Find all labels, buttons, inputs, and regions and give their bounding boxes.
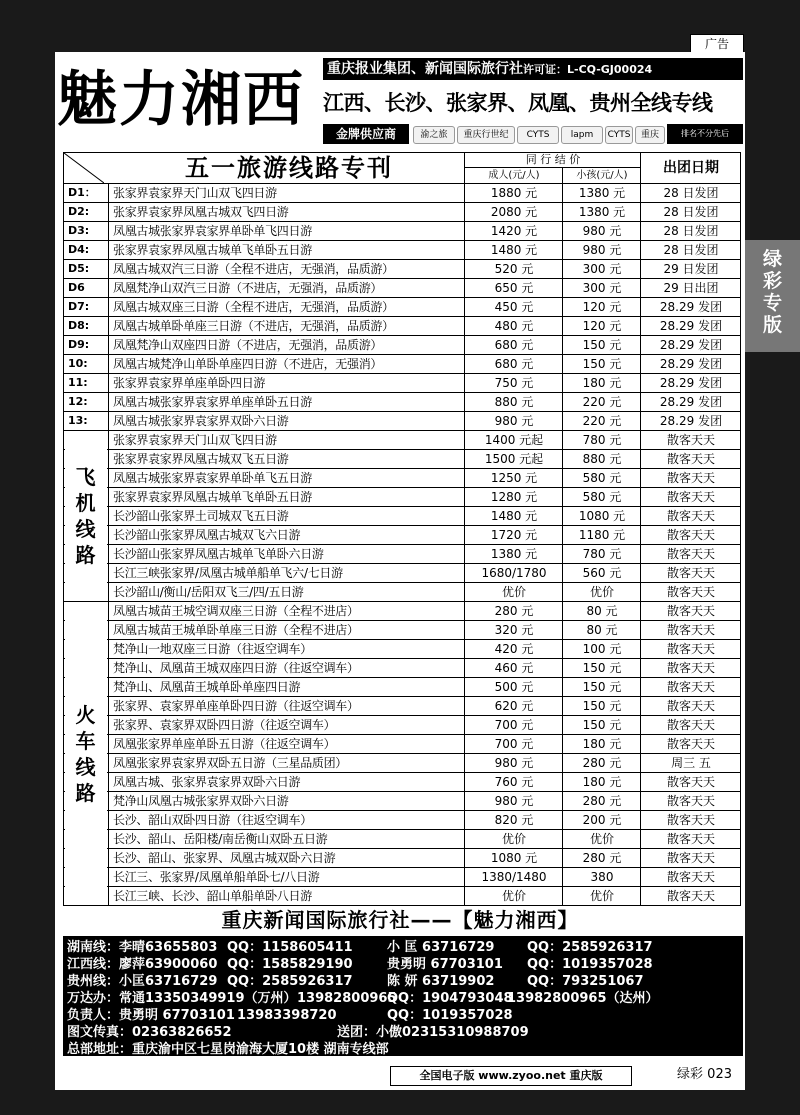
adult-price: 980 元 bbox=[464, 792, 563, 810]
table-row bbox=[63, 317, 741, 336]
contact-field: QQ：1019357028 bbox=[527, 957, 653, 972]
adult-price: 320 元 bbox=[464, 621, 563, 639]
partner-logo: 重庆行世纪 bbox=[457, 126, 515, 144]
route-name: 梵净山凤凰古城张家界双卧六日游 bbox=[108, 792, 464, 810]
departure-date: 28 日发团 bbox=[640, 184, 741, 202]
departure-date: 散客天天 bbox=[640, 792, 741, 810]
route-name: 张家界袁家界天门山双飞四日游 bbox=[108, 184, 464, 202]
adult-price: 1680/1780 bbox=[464, 564, 563, 582]
table-row bbox=[63, 336, 741, 355]
bottom-bar bbox=[390, 1066, 740, 1086]
contact-field: 陈 妍 63719902 bbox=[387, 974, 495, 989]
routes-headline: 江西、长沙、张家界、凤凰、贵州全线专线 bbox=[323, 91, 713, 115]
route-name: 凤凰古城张家界袁家界双卧六日游 bbox=[108, 412, 464, 430]
departure-date: 散客天天 bbox=[640, 887, 741, 905]
table-row bbox=[63, 545, 741, 564]
adult-price: 700 元 bbox=[464, 735, 563, 753]
table-row bbox=[63, 583, 741, 602]
child-price: 150 元 bbox=[562, 678, 641, 696]
section-label-char: 飞 bbox=[75, 465, 96, 489]
table-row bbox=[63, 868, 741, 887]
departure-date: 28 日发团 bbox=[640, 222, 741, 240]
contact-field: QQ：793251067 bbox=[527, 974, 644, 989]
table-row bbox=[63, 849, 741, 868]
child-price: 150 元 bbox=[562, 697, 641, 715]
contact-field: 贵勇明 67703101 bbox=[387, 957, 503, 972]
contact-field: QQ：2585926317 bbox=[527, 940, 653, 955]
route-id: D1： bbox=[68, 186, 96, 199]
publisher-line bbox=[323, 58, 743, 80]
table-row bbox=[63, 526, 741, 545]
route-name: 张家界袁家界凤凰古城双飞五日游 bbox=[108, 450, 464, 468]
footer bbox=[55, 906, 745, 1090]
child-price: 300 元 bbox=[562, 260, 641, 278]
side-tab bbox=[745, 240, 800, 352]
child-price: 80 元 bbox=[562, 621, 641, 639]
table-row bbox=[63, 184, 741, 203]
adult-price: 1380 元 bbox=[464, 545, 563, 563]
route-name: 凤凰古城张家界袁家界单座单卧五日游 bbox=[108, 393, 464, 411]
departure-date: 散客天天 bbox=[640, 583, 741, 601]
contact-field: 江西线：廖萍63900060 bbox=[67, 957, 218, 972]
gold-supplier-badge: 金牌供应商 bbox=[323, 124, 409, 144]
rank-note: 排名不分先后 bbox=[667, 124, 743, 144]
departure-date: 28.29 发团 bbox=[640, 298, 741, 316]
contact-field: 送团：小傲02315310988709 bbox=[337, 1025, 529, 1040]
route-name: 凤凰古城梵净山单卧单座四日游（不进店，无强消） bbox=[108, 355, 464, 373]
table-row bbox=[63, 298, 741, 317]
route-name: 长沙韶山张家界凤凰古城单飞单卧六日游 bbox=[108, 545, 464, 563]
route-id: D9: bbox=[68, 338, 90, 351]
departure-date: 散客天天 bbox=[640, 545, 741, 563]
brand-title: 魅力湘西 bbox=[57, 65, 305, 135]
publisher-name: 重庆报业集团、新闻国际旅行社 bbox=[327, 61, 523, 77]
table-row bbox=[63, 431, 741, 450]
contact-block bbox=[63, 936, 743, 1056]
contact-field: 总部地址：重庆渝中区七星岗渝海大厦10楼 湖南专线部 bbox=[67, 1042, 389, 1057]
child-price-header: 小孩(元/人) bbox=[562, 167, 641, 184]
adult-price: 优价 bbox=[464, 830, 563, 848]
adult-price: 480 元 bbox=[464, 317, 563, 335]
departure-date: 散客天天 bbox=[640, 773, 741, 791]
table-row bbox=[63, 621, 741, 640]
route-name: 凤凰梵净山双座四日游（不进店，无强消，品质游） bbox=[108, 336, 464, 354]
child-price: 220 元 bbox=[562, 393, 641, 411]
table-title: 五一旅游线路专刊 bbox=[185, 154, 393, 182]
adult-price: 1250 元 bbox=[464, 469, 563, 487]
route-name: 凤凰古城双汽三日游（全程不进店，无强消，品质游） bbox=[108, 260, 464, 278]
adult-price: 2080 元 bbox=[464, 203, 563, 221]
adult-price: 1500 元起 bbox=[464, 450, 563, 468]
route-name: 长江三峡张家界/凤凰古城单船单飞六/七日游 bbox=[108, 564, 464, 582]
departure-date: 散客天天 bbox=[640, 507, 741, 525]
departure-date: 28.29 发团 bbox=[640, 355, 741, 373]
adult-price: 620 元 bbox=[464, 697, 563, 715]
departure-date-header: 出团日期 bbox=[640, 153, 741, 183]
child-price: 120 元 bbox=[562, 298, 641, 316]
departure-date: 散客天天 bbox=[640, 488, 741, 506]
table-row bbox=[63, 811, 741, 830]
departure-date: 散客天天 bbox=[640, 811, 741, 829]
table-row bbox=[63, 469, 741, 488]
table-row bbox=[63, 393, 741, 412]
child-price: 180 元 bbox=[562, 735, 641, 753]
partner-logo: lapm bbox=[561, 126, 603, 144]
route-name: 长沙、韶山双卧四日游（往返空调车） bbox=[108, 811, 464, 829]
child-price: 280 元 bbox=[562, 849, 641, 867]
adult-price: 880 元 bbox=[464, 393, 563, 411]
adult-price: 520 元 bbox=[464, 260, 563, 278]
adult-price: 1080 元 bbox=[464, 849, 563, 867]
adult-price: 420 元 bbox=[464, 640, 563, 658]
route-name: 长沙韶山张家界土司城双飞五日游 bbox=[108, 507, 464, 525]
table-row bbox=[63, 659, 741, 678]
table-row bbox=[63, 488, 741, 507]
side-tab-char: 专 bbox=[762, 292, 782, 314]
child-price: 150 元 bbox=[562, 659, 641, 677]
departure-date: 散客天天 bbox=[640, 659, 741, 677]
adult-price: 980 元 bbox=[464, 754, 563, 772]
route-id: D7: bbox=[68, 300, 90, 313]
side-tab-char: 版 bbox=[762, 314, 782, 336]
departure-date: 28 日发团 bbox=[640, 241, 741, 259]
child-price: 180 元 bbox=[562, 773, 641, 791]
table-row bbox=[63, 279, 741, 298]
departure-date: 散客天天 bbox=[640, 868, 741, 886]
adult-price: 450 元 bbox=[464, 298, 563, 316]
contact-field: QQ：2585926317 bbox=[227, 974, 353, 989]
table-row bbox=[63, 830, 741, 849]
adult-price: 1720 元 bbox=[464, 526, 563, 544]
adult-price: 1380/1480 bbox=[464, 868, 563, 886]
route-name: 张家界、袁家界单座单卧四日游（往返空调车） bbox=[108, 697, 464, 715]
contact-field: QQ：1019357028 bbox=[387, 1008, 513, 1023]
route-name: 凤凰梵净山双汽三日游（不进店，无强消，品质游） bbox=[108, 279, 464, 297]
route-name: 凤凰古城单卧单座三日游（不进店，无强消，品质游） bbox=[108, 317, 464, 335]
route-id: 11: bbox=[68, 376, 88, 389]
price-group-header: 同 行 结 价 bbox=[464, 153, 641, 167]
route-id: 13: bbox=[68, 414, 88, 427]
child-price: 300 元 bbox=[562, 279, 641, 297]
child-price: 200 元 bbox=[562, 811, 641, 829]
route-name: 凤凰古城张家界袁家界单卧单飞四日游 bbox=[108, 222, 464, 240]
adult-price: 750 元 bbox=[464, 374, 563, 392]
section-label-char: 路 bbox=[75, 543, 96, 567]
adult-price: 500 元 bbox=[464, 678, 563, 696]
route-name: 凤凰张家界袁家界双卧五日游（三星品质团） bbox=[108, 754, 464, 772]
contact-field: 图文传真：02363826652 bbox=[67, 1025, 232, 1040]
ad-tag: 广告 bbox=[690, 34, 744, 54]
departure-date: 散客天天 bbox=[640, 602, 741, 620]
route-name: 张家界袁家界凤凰古城单飞单卧五日游 bbox=[108, 488, 464, 506]
departure-date: 28.29 发团 bbox=[640, 317, 741, 335]
route-name: 凤凰古城张家界袁家界单卧单飞五日游 bbox=[108, 469, 464, 487]
contact-field: 湖南线：李晴63655803 bbox=[67, 940, 218, 955]
child-price: 80 元 bbox=[562, 602, 641, 620]
table-row bbox=[63, 374, 741, 393]
table-row bbox=[63, 241, 741, 260]
child-price: 1380 元 bbox=[562, 203, 641, 221]
contact-field: 贵州线：小匡63716729 bbox=[67, 974, 218, 989]
adult-price: 680 元 bbox=[464, 355, 563, 373]
child-price: 1080 元 bbox=[562, 507, 641, 525]
route-name: 长江三峡、长沙、韶山单船单卧八日游 bbox=[108, 887, 464, 905]
partner-logo: CYTS bbox=[517, 126, 559, 144]
contact-field: 13983398720 bbox=[237, 1008, 337, 1023]
adult-price: 760 元 bbox=[464, 773, 563, 791]
departure-date: 散客天天 bbox=[640, 469, 741, 487]
table-row bbox=[63, 754, 741, 773]
contact-field: 13982800965 bbox=[297, 991, 397, 1006]
departure-date: 散客天天 bbox=[640, 431, 741, 449]
child-price: 1180 元 bbox=[562, 526, 641, 544]
child-price: 1380 元 bbox=[562, 184, 641, 202]
adult-price: 1480 元 bbox=[464, 241, 563, 259]
table-row bbox=[63, 640, 741, 659]
child-price: 150 元 bbox=[562, 336, 641, 354]
departure-date: 散客天天 bbox=[640, 526, 741, 544]
route-name: 梵净山、凤凰苗王城双座四日游（往返空调车） bbox=[108, 659, 464, 677]
departure-date: 散客天天 bbox=[640, 678, 741, 696]
ad-page bbox=[55, 52, 745, 1090]
table-row bbox=[63, 355, 741, 374]
table-row bbox=[63, 792, 741, 811]
table-row bbox=[63, 507, 741, 526]
child-price: 优价 bbox=[562, 583, 641, 601]
adult-price: 1400 元起 bbox=[464, 431, 563, 449]
table-row bbox=[63, 450, 741, 469]
header bbox=[55, 52, 745, 148]
route-id: D6 bbox=[68, 281, 85, 294]
page-number: 绿彩 023 bbox=[677, 1067, 732, 1082]
adult-price: 650 元 bbox=[464, 279, 563, 297]
child-price: 120 元 bbox=[562, 317, 641, 335]
child-price: 280 元 bbox=[562, 792, 641, 810]
route-name: 长沙韶山/衡山/岳阳双飞三/四/五日游 bbox=[108, 583, 464, 601]
partner-logo: CYTS bbox=[605, 126, 633, 144]
contact-field: QQ：1904793048 bbox=[387, 991, 513, 1006]
child-price: 150 元 bbox=[562, 716, 641, 734]
route-id: 10: bbox=[68, 357, 88, 370]
route-name: 张家界袁家界单座单卧四日游 bbox=[108, 374, 464, 392]
route-name: 凤凰古城苗王城单卧单座三日游（全程不进店） bbox=[108, 621, 464, 639]
table-row bbox=[63, 887, 741, 906]
route-name: 长江三、张家界/凤凰单船单卧七/八日游 bbox=[108, 868, 464, 886]
contact-field: 负责人：贵勇明 67703101 bbox=[67, 1008, 235, 1023]
route-name: 凤凰古城苗王城空调双座三日游（全程不进店） bbox=[108, 602, 464, 620]
departure-date: 散客天天 bbox=[640, 450, 741, 468]
child-price: 380 bbox=[562, 868, 641, 886]
section-label-char: 机 bbox=[75, 491, 96, 515]
table-row bbox=[63, 412, 741, 431]
adult-price: 820 元 bbox=[464, 811, 563, 829]
route-name: 长沙、韶山、岳阳楼/南岳衡山双卧五日游 bbox=[108, 830, 464, 848]
contact-field: 万达办：常通13350349919（万州） bbox=[67, 991, 297, 1006]
epaper-label: 全国电子版 www.zyoo.net 重庆版 bbox=[390, 1066, 632, 1086]
adult-price: 280 元 bbox=[464, 602, 563, 620]
adult-price-header: 成人(元/人) bbox=[464, 167, 563, 184]
route-id: D2: bbox=[68, 205, 90, 218]
child-price: 580 元 bbox=[562, 488, 641, 506]
departure-date: 28.29 发团 bbox=[640, 393, 741, 411]
child-price: 560 元 bbox=[562, 564, 641, 582]
table-header bbox=[63, 152, 741, 184]
adult-price: 700 元 bbox=[464, 716, 563, 734]
route-id: D5: bbox=[68, 262, 90, 275]
adult-price: 优价 bbox=[464, 583, 563, 601]
departure-date: 散客天天 bbox=[640, 621, 741, 639]
child-price: 580 元 bbox=[562, 469, 641, 487]
side-tab-char: 彩 bbox=[762, 270, 782, 292]
side-tab-char: 绿 bbox=[762, 248, 782, 270]
adult-price: 1420 元 bbox=[464, 222, 563, 240]
departure-date: 散客天天 bbox=[640, 735, 741, 753]
contact-field: 小 匡 63716729 bbox=[387, 940, 495, 955]
route-table bbox=[63, 152, 741, 905]
table-row bbox=[63, 735, 741, 754]
table-row bbox=[63, 564, 741, 583]
header-diagonal bbox=[64, 153, 104, 183]
departure-date: 28.29 发团 bbox=[640, 412, 741, 430]
child-price: 220 元 bbox=[562, 412, 641, 430]
supplier-strip bbox=[323, 124, 743, 144]
child-price: 100 元 bbox=[562, 640, 641, 658]
child-price: 优价 bbox=[562, 887, 641, 905]
route-id: D3: bbox=[68, 224, 90, 237]
route-name: 梵净山一地双座三日游（往返空调车） bbox=[108, 640, 464, 658]
departure-date: 散客天天 bbox=[640, 849, 741, 867]
departure-date: 29 日出团 bbox=[640, 279, 741, 297]
child-price: 780 元 bbox=[562, 431, 641, 449]
table-row bbox=[63, 602, 741, 621]
departure-date: 散客天天 bbox=[640, 640, 741, 658]
adult-price: 1280 元 bbox=[464, 488, 563, 506]
section-label-char: 线 bbox=[75, 754, 96, 779]
route-name: 张家界袁家界天门山双飞四日游 bbox=[108, 431, 464, 449]
table-row bbox=[63, 222, 741, 241]
child-price: 180 元 bbox=[562, 374, 641, 392]
child-price: 780 元 bbox=[562, 545, 641, 563]
route-name: 凤凰张家界单座单卧五日游（往返空调车） bbox=[108, 735, 464, 753]
section-train-label bbox=[65, 602, 107, 905]
departure-date: 28.29 发团 bbox=[640, 336, 741, 354]
route-name: 长沙、韶山、张家界、凤凰古城双卧六日游 bbox=[108, 849, 464, 867]
child-price: 880 元 bbox=[562, 450, 641, 468]
route-id: 12: bbox=[68, 395, 88, 408]
section-label-char: 火 bbox=[75, 702, 96, 727]
child-price: 280 元 bbox=[562, 754, 641, 772]
contact-field: QQ：1585829190 bbox=[227, 957, 353, 972]
child-price: 980 元 bbox=[562, 241, 641, 259]
departure-date: 散客天天 bbox=[640, 697, 741, 715]
contact-field: 13982800965（达州） bbox=[507, 991, 659, 1006]
departure-date: 28 日发团 bbox=[640, 203, 741, 221]
adult-price: 1480 元 bbox=[464, 507, 563, 525]
section-label-char: 路 bbox=[75, 780, 96, 805]
departure-date: 散客天天 bbox=[640, 830, 741, 848]
license-number: 许可证：L-CQ-GJ00024 bbox=[523, 63, 653, 76]
table-row bbox=[63, 203, 741, 222]
partner-logo: 渝之旅 bbox=[413, 126, 455, 144]
route-name: 张家界袁家界凤凰古城单飞单卧五日游 bbox=[108, 241, 464, 259]
route-name: 张家界、袁家界双卧四日游（往返空调车） bbox=[108, 716, 464, 734]
table-row bbox=[63, 678, 741, 697]
departure-date: 散客天天 bbox=[640, 716, 741, 734]
contact-field: QQ：1158605411 bbox=[227, 940, 353, 955]
adult-price: 980 元 bbox=[464, 412, 563, 430]
section-label-char: 线 bbox=[75, 517, 96, 541]
adult-price: 优价 bbox=[464, 887, 563, 905]
child-price: 150 元 bbox=[562, 355, 641, 373]
child-price: 优价 bbox=[562, 830, 641, 848]
table-row bbox=[63, 773, 741, 792]
route-id: D8: bbox=[68, 319, 90, 332]
partner-logo: 重庆 bbox=[635, 126, 665, 144]
route-name: 张家界袁家界凤凰古城双飞四日游 bbox=[108, 203, 464, 221]
section-flight-label bbox=[65, 431, 107, 601]
departure-date: 29 日发团 bbox=[640, 260, 741, 278]
adult-price: 460 元 bbox=[464, 659, 563, 677]
agency-title: 重庆新闻国际旅行社——【魅力湘西】 bbox=[221, 908, 579, 932]
departure-date: 28.29 发团 bbox=[640, 374, 741, 392]
route-name: 凤凰古城双座三日游（全程不进店，无强消，品质游） bbox=[108, 298, 464, 316]
departure-date: 周三 五 bbox=[640, 754, 741, 772]
route-name: 凤凰古城、张家界袁家界双卧六日游 bbox=[108, 773, 464, 791]
departure-date: 散客天天 bbox=[640, 564, 741, 582]
section-label-char: 车 bbox=[75, 728, 96, 753]
table-row bbox=[63, 697, 741, 716]
adult-price: 1880 元 bbox=[464, 184, 563, 202]
child-price: 980 元 bbox=[562, 222, 641, 240]
adult-price: 680 元 bbox=[464, 336, 563, 354]
table-row bbox=[63, 260, 741, 279]
route-name: 长沙韶山张家界凤凰古城双飞六日游 bbox=[108, 526, 464, 544]
route-id: D4: bbox=[68, 243, 90, 256]
table-row bbox=[63, 716, 741, 735]
route-name: 梵净山、凤凰苗王城单卧单座四日游 bbox=[108, 678, 464, 696]
